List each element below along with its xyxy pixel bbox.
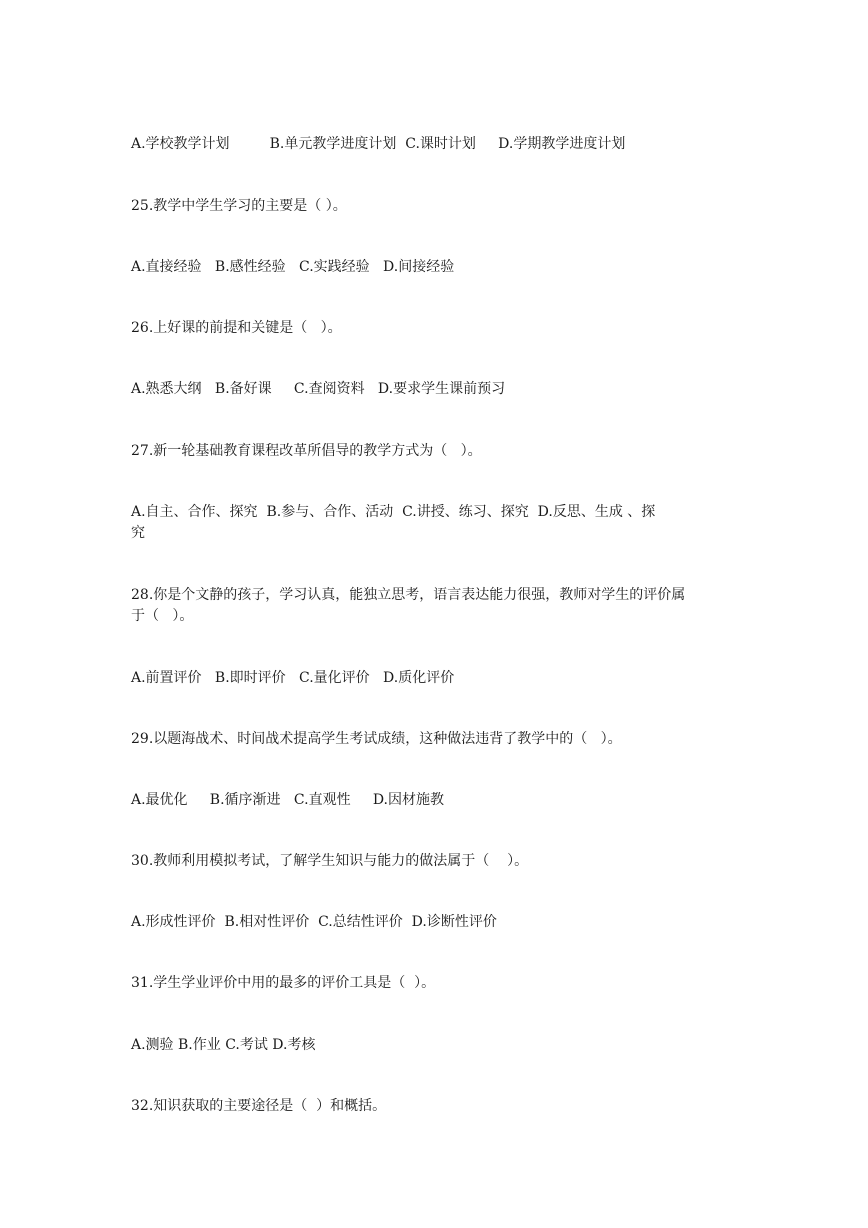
question-29: 29.以题海战术、时间战术提高学生考试成绩，这种做法违背了教学中的（ ）。 xyxy=(131,731,622,747)
question-25: 25.教学中学生学习的主要是（ ）。 xyxy=(131,198,347,214)
question-30: 30.教师利用模拟考试，了解学生知识与能力的做法属于（ ）。 xyxy=(131,853,529,869)
options-q31: A.测验 B.作业 C.考试 D.考核 xyxy=(131,1037,316,1053)
options-q28: A.前置评价 B.即时评价 C.量化评价 D.质化评价 xyxy=(131,670,455,686)
options-q26: A.熟悉大纲 B.备好课 C.查阅资料 D.要求学生课前预习 xyxy=(131,381,506,397)
options-q29: A.最优化 B.循序渐进 C.直观性 D.因材施教 xyxy=(131,792,444,808)
question-31: 31.学生学业评价中用的最多的评价工具是（ ）。 xyxy=(131,975,436,991)
options-q30: A.形成性评价 B.相对性评价 C.总结性评价 D.诊断性评价 xyxy=(131,914,497,930)
options-q25: A.直接经验 B.感性经验 C.实践经验 D.间接经验 xyxy=(131,259,455,275)
question-26: 26.上好课的前提和关键是（ ）。 xyxy=(131,320,342,336)
options-q27: A.自主、合作、探究 B.参与、合作、活动 C.讲授、练习、探究 D.反思、生成 、探 究 xyxy=(131,504,656,541)
question-32: 32.知识获取的主要途径是（ ）和概括。 xyxy=(131,1098,387,1114)
question-28: 28.你是个文静的孩子，学习认真，能独立思考，语言表达能力很强，教师对学生的评价属 于（ ）。 xyxy=(131,587,686,624)
question-27: 27.新一轮基础教育课程改革所倡导的教学方式为（ ）。 xyxy=(131,443,482,459)
options-q24: A.学校教学计划 B.单元教学进度计划 C.课时计划 D.学期教学进度计划 xyxy=(131,136,626,152)
